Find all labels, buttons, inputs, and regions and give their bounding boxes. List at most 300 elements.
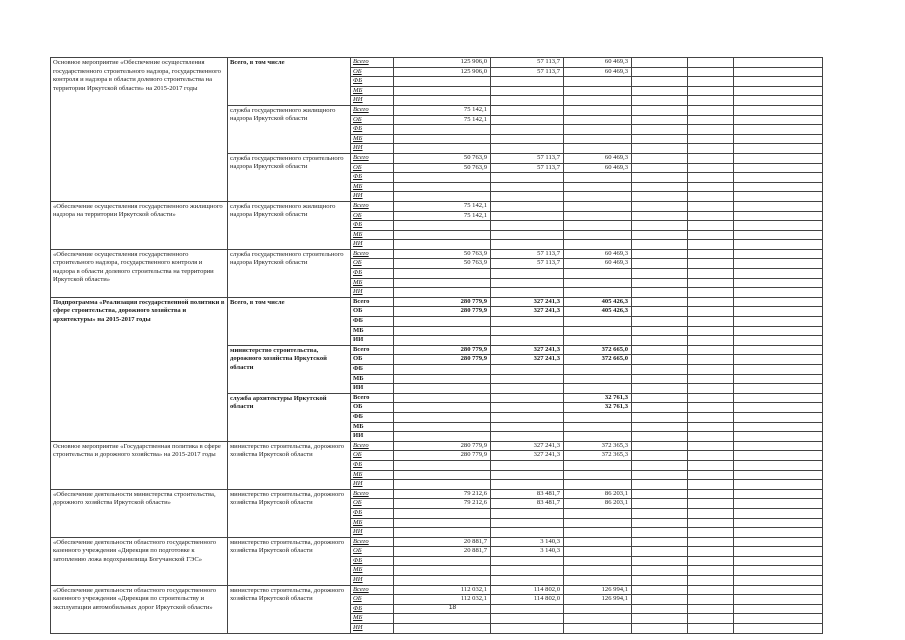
blank-cell <box>688 86 734 96</box>
amount-cell-1: 20 881,7 <box>394 547 491 557</box>
amount-cell-1 <box>394 432 491 442</box>
amount-cell-3 <box>564 105 632 115</box>
executor-cell: министерство строительства, дорожного хозяйства Иркутской области <box>228 585 351 633</box>
amount-cell-3 <box>564 201 632 211</box>
amount-cell-1: 75 142,1 <box>394 105 491 115</box>
blank-cell <box>734 412 823 422</box>
amount-cell-1 <box>394 326 491 336</box>
executor-cell: Всего, в том числе <box>228 58 351 106</box>
funding-source-cell: МБ <box>351 134 394 144</box>
amount-cell-1: 20 881,7 <box>394 537 491 547</box>
blank-cell <box>688 134 734 144</box>
blank-cell <box>734 288 823 298</box>
blank-cell <box>688 576 734 586</box>
amount-cell-3 <box>564 317 632 327</box>
blank-cell <box>734 173 823 183</box>
funding-source-cell: ИИ <box>351 288 394 298</box>
amount-cell-2: 83 481,7 <box>491 499 564 509</box>
blank-cell <box>688 249 734 259</box>
blank-cell <box>632 153 688 163</box>
executor-cell: министерство строительства, дорожного хозяйства Иркутской области <box>228 537 351 585</box>
executor-cell: министерство строительства, дорожного хозяйства Иркутской области <box>228 441 351 489</box>
blank-cell <box>632 556 688 566</box>
blank-cell <box>688 624 734 634</box>
amount-cell-2 <box>491 201 564 211</box>
amount-cell-1 <box>394 336 491 346</box>
blank-cell <box>688 153 734 163</box>
amount-cell-2 <box>491 105 564 115</box>
funding-source-cell: ОБ <box>351 403 394 413</box>
blank-cell <box>688 384 734 394</box>
amount-cell-2: 114 802,0 <box>491 585 564 595</box>
amount-cell-2: 57 113,7 <box>491 163 564 173</box>
amount-cell-2 <box>491 614 564 624</box>
blank-cell <box>688 556 734 566</box>
amount-cell-3 <box>564 326 632 336</box>
amount-cell-1 <box>394 576 491 586</box>
funding-source-cell: ФБ <box>351 77 394 87</box>
blank-cell <box>632 317 688 327</box>
blank-cell <box>688 67 734 77</box>
blank-cell <box>734 374 823 384</box>
amount-cell-3: 32 761,3 <box>564 403 632 413</box>
amount-cell-2: 327 241,3 <box>491 355 564 365</box>
amount-cell-1 <box>394 77 491 87</box>
amount-cell-2 <box>491 336 564 346</box>
amount-cell-3: 60 469,3 <box>564 153 632 163</box>
amount-cell-2: 3 140,3 <box>491 537 564 547</box>
amount-cell-2: 57 113,7 <box>491 249 564 259</box>
blank-cell <box>632 336 688 346</box>
amount-cell-3 <box>564 182 632 192</box>
table-row <box>51 297 823 307</box>
blank-cell <box>688 115 734 125</box>
funding-source-cell: ФБ <box>351 556 394 566</box>
blank-cell <box>632 278 688 288</box>
amount-cell-2 <box>491 528 564 538</box>
blank-cell <box>632 326 688 336</box>
blank-cell <box>632 547 688 557</box>
table-row <box>51 441 823 451</box>
blank-cell <box>688 269 734 279</box>
blank-cell <box>688 125 734 135</box>
blank-cell <box>632 269 688 279</box>
amount-cell-2 <box>491 77 564 87</box>
blank-cell <box>734 480 823 490</box>
funding-source-cell: МБ <box>351 374 394 384</box>
blank-cell <box>632 480 688 490</box>
amount-cell-1 <box>394 278 491 288</box>
amount-cell-2 <box>491 211 564 221</box>
amount-cell-2 <box>491 566 564 576</box>
blank-cell <box>632 173 688 183</box>
program-name-cell: Подпрограмма «Реализация государственной политики в сфере строительства, дорожного хозяйства и архитектуры» на 2015-2017 годы <box>51 297 228 441</box>
amount-cell-2: 327 241,3 <box>491 451 564 461</box>
program-name-cell: «Обеспечение деятельности областного государственного казенного учреждения «Дирекция по строительству и эксплуатации автомобильных дорог Иркутской области» <box>51 585 228 633</box>
funding-source-cell: ОБ <box>351 499 394 509</box>
blank-cell <box>734 508 823 518</box>
blank-cell <box>688 365 734 375</box>
amount-cell-2: 57 113,7 <box>491 259 564 269</box>
amount-cell-1: 79 212,6 <box>394 499 491 509</box>
funding-source-cell: ФБ <box>351 221 394 231</box>
funding-source-cell: ФБ <box>351 460 394 470</box>
amount-cell-1 <box>394 470 491 480</box>
blank-cell <box>734 614 823 624</box>
funding-source-cell: Всего <box>351 297 394 307</box>
blank-cell <box>734 317 823 327</box>
blank-cell <box>632 624 688 634</box>
blank-cell <box>632 365 688 375</box>
funding-source-cell: МБ <box>351 326 394 336</box>
blank-cell <box>688 288 734 298</box>
blank-cell <box>734 153 823 163</box>
amount-cell-3 <box>564 624 632 634</box>
funding-source-cell: ИИ <box>351 336 394 346</box>
amount-cell-1 <box>394 365 491 375</box>
program-name-cell: «Обеспечение деятельности министерства строительства, дорожного хозяйства Иркутской области» <box>51 489 228 537</box>
funding-source-cell: ИИ <box>351 144 394 154</box>
amount-cell-2 <box>491 96 564 106</box>
amount-cell-3 <box>564 576 632 586</box>
amount-cell-1: 79 212,6 <box>394 489 491 499</box>
amount-cell-3: 60 469,3 <box>564 58 632 68</box>
blank-cell <box>632 67 688 77</box>
amount-cell-1: 50 763,9 <box>394 249 491 259</box>
amount-cell-2 <box>491 240 564 250</box>
funding-source-cell: ФБ <box>351 508 394 518</box>
amount-cell-1 <box>394 240 491 250</box>
amount-cell-1 <box>394 173 491 183</box>
blank-cell <box>632 86 688 96</box>
funding-source-cell: ФБ <box>351 365 394 375</box>
blank-cell <box>688 441 734 451</box>
funding-source-cell: ОБ <box>351 595 394 605</box>
amount-cell-2 <box>491 384 564 394</box>
blank-cell <box>734 144 823 154</box>
amount-cell-3 <box>564 537 632 547</box>
blank-cell <box>734 163 823 173</box>
blank-cell <box>734 182 823 192</box>
blank-cell <box>688 259 734 269</box>
blank-cell <box>734 345 823 355</box>
blank-cell <box>734 249 823 259</box>
blank-cell <box>734 556 823 566</box>
funding-source-cell: ИИ <box>351 96 394 106</box>
blank-cell <box>632 518 688 528</box>
blank-cell <box>734 221 823 231</box>
funding-source-cell: ИИ <box>351 432 394 442</box>
blank-cell <box>734 297 823 307</box>
amount-cell-1 <box>394 230 491 240</box>
blank-cell <box>734 460 823 470</box>
amount-cell-1: 75 142,1 <box>394 211 491 221</box>
amount-cell-3: 405 426,3 <box>564 297 632 307</box>
amount-cell-2 <box>491 269 564 279</box>
blank-cell <box>688 595 734 605</box>
blank-cell <box>734 269 823 279</box>
blank-cell <box>734 230 823 240</box>
executor-cell: служба архитектуры Иркутской области <box>228 393 351 441</box>
program-name-cell: «Обеспечение деятельности областного государственного казенного учреждения «Дирекция по подготовке к затоплению ложа водохранилища Богучанской ГЭС» <box>51 537 228 585</box>
blank-cell <box>688 508 734 518</box>
blank-cell <box>734 278 823 288</box>
amount-cell-2 <box>491 624 564 634</box>
blank-cell <box>632 288 688 298</box>
blank-cell <box>734 105 823 115</box>
blank-cell <box>632 384 688 394</box>
blank-cell <box>734 77 823 87</box>
blank-cell <box>688 489 734 499</box>
amount-cell-1 <box>394 518 491 528</box>
amount-cell-1 <box>394 566 491 576</box>
amount-cell-1 <box>394 96 491 106</box>
amount-cell-2 <box>491 192 564 202</box>
amount-cell-3 <box>564 115 632 125</box>
blank-cell <box>734 211 823 221</box>
blank-cell <box>688 566 734 576</box>
blank-cell <box>688 355 734 365</box>
amount-cell-2: 327 241,3 <box>491 345 564 355</box>
amount-cell-3 <box>564 230 632 240</box>
blank-cell <box>632 134 688 144</box>
blank-cell <box>632 403 688 413</box>
amount-cell-2 <box>491 134 564 144</box>
funding-source-cell: ФБ <box>351 604 394 614</box>
blank-cell <box>688 297 734 307</box>
amount-cell-2: 57 113,7 <box>491 67 564 77</box>
blank-cell <box>688 460 734 470</box>
amount-cell-1 <box>394 182 491 192</box>
amount-cell-1: 125 906,0 <box>394 58 491 68</box>
amount-cell-1: 50 763,9 <box>394 259 491 269</box>
blank-cell <box>632 470 688 480</box>
blank-cell <box>688 518 734 528</box>
amount-cell-3 <box>564 125 632 135</box>
amount-cell-1: 75 142,1 <box>394 201 491 211</box>
blank-cell <box>734 96 823 106</box>
funding-source-cell: Всего <box>351 345 394 355</box>
blank-cell <box>632 460 688 470</box>
blank-cell <box>632 585 688 595</box>
blank-cell <box>734 384 823 394</box>
funding-source-cell: ОБ <box>351 259 394 269</box>
blank-cell <box>734 585 823 595</box>
amount-cell-2 <box>491 470 564 480</box>
amount-cell-2 <box>491 432 564 442</box>
blank-cell <box>632 192 688 202</box>
amount-cell-3 <box>564 86 632 96</box>
blank-cell <box>632 576 688 586</box>
executor-cell: служба государственного жилищного надзора Иркутской области <box>228 105 351 153</box>
blank-cell <box>734 192 823 202</box>
blank-cell <box>632 393 688 403</box>
blank-cell <box>688 163 734 173</box>
amount-cell-1 <box>394 480 491 490</box>
amount-cell-1 <box>394 422 491 432</box>
blank-cell <box>632 489 688 499</box>
blank-cell <box>632 211 688 221</box>
funding-source-cell: ИИ <box>351 384 394 394</box>
executor-cell: служба государственного строительного надзора Иркутской области <box>228 153 351 201</box>
amount-cell-2 <box>491 374 564 384</box>
blank-cell <box>734 528 823 538</box>
funding-source-cell: ОБ <box>351 307 394 317</box>
blank-cell <box>734 432 823 442</box>
blank-cell <box>632 125 688 135</box>
blank-cell <box>632 163 688 173</box>
amount-cell-1 <box>394 374 491 384</box>
funding-source-cell: МБ <box>351 182 394 192</box>
amount-cell-1: 75 142,1 <box>394 115 491 125</box>
amount-cell-1: 280 779,9 <box>394 307 491 317</box>
funding-source-cell: Всего <box>351 585 394 595</box>
blank-cell <box>632 537 688 547</box>
blank-cell <box>632 259 688 269</box>
funding-source-cell: ОБ <box>351 163 394 173</box>
blank-cell <box>734 451 823 461</box>
funding-source-cell: ФБ <box>351 412 394 422</box>
amount-cell-3 <box>564 336 632 346</box>
amount-cell-2 <box>491 365 564 375</box>
blank-cell <box>632 499 688 509</box>
blank-cell <box>688 173 734 183</box>
blank-cell <box>734 115 823 125</box>
blank-cell <box>734 566 823 576</box>
blank-cell <box>734 201 823 211</box>
amount-cell-3: 60 469,3 <box>564 249 632 259</box>
funding-source-cell: Всего <box>351 249 394 259</box>
blank-cell <box>632 221 688 231</box>
amount-cell-1: 280 779,9 <box>394 441 491 451</box>
funding-source-cell: ИИ <box>351 528 394 538</box>
blank-cell <box>632 508 688 518</box>
amount-cell-3 <box>564 96 632 106</box>
amount-cell-2 <box>491 508 564 518</box>
amount-cell-1: 112 032,1 <box>394 595 491 605</box>
amount-cell-2 <box>491 556 564 566</box>
amount-cell-3 <box>564 556 632 566</box>
amount-cell-2 <box>491 422 564 432</box>
funding-source-cell: ИИ <box>351 240 394 250</box>
amount-cell-2 <box>491 403 564 413</box>
amount-cell-3 <box>564 240 632 250</box>
amount-cell-3 <box>564 614 632 624</box>
funding-source-cell: Всего <box>351 201 394 211</box>
amount-cell-1 <box>394 508 491 518</box>
blank-cell <box>632 307 688 317</box>
blank-cell <box>632 96 688 106</box>
amount-cell-3 <box>564 134 632 144</box>
blank-cell <box>632 441 688 451</box>
blank-cell <box>632 451 688 461</box>
blank-cell <box>734 240 823 250</box>
blank-cell <box>688 58 734 68</box>
blank-cell <box>632 105 688 115</box>
blank-cell <box>632 345 688 355</box>
blank-cell <box>688 201 734 211</box>
blank-cell <box>688 585 734 595</box>
amount-cell-2 <box>491 393 564 403</box>
blank-cell <box>688 547 734 557</box>
table-row <box>51 58 823 68</box>
amount-cell-2 <box>491 182 564 192</box>
amount-cell-2 <box>491 317 564 327</box>
blank-cell <box>688 537 734 547</box>
amount-cell-3 <box>564 518 632 528</box>
amount-cell-3 <box>564 422 632 432</box>
table-row <box>51 585 823 595</box>
blank-cell <box>688 211 734 221</box>
amount-cell-1 <box>394 125 491 135</box>
blank-cell <box>734 365 823 375</box>
blank-cell <box>734 393 823 403</box>
budget-table <box>50 57 823 634</box>
funding-source-cell: ОБ <box>351 211 394 221</box>
blank-cell <box>632 249 688 259</box>
blank-cell <box>632 58 688 68</box>
blank-cell <box>734 499 823 509</box>
amount-cell-2: 83 481,7 <box>491 489 564 499</box>
funding-source-cell: Всего <box>351 441 394 451</box>
funding-source-cell: ИИ <box>351 480 394 490</box>
blank-cell <box>734 422 823 432</box>
amount-cell-2: 57 113,7 <box>491 58 564 68</box>
amount-cell-2: 114 802,0 <box>491 595 564 605</box>
amount-cell-1 <box>394 144 491 154</box>
amount-cell-2 <box>491 125 564 135</box>
blank-cell <box>632 182 688 192</box>
amount-cell-3 <box>564 432 632 442</box>
blank-cell <box>632 297 688 307</box>
amount-cell-3 <box>564 192 632 202</box>
table-row <box>51 201 823 211</box>
blank-cell <box>632 422 688 432</box>
program-name-cell: Основное мероприятие «Государственная политика в сфере строительства и дорожного хозяйства» на 2015-2017 годы <box>51 441 228 489</box>
amount-cell-2: 327 241,3 <box>491 297 564 307</box>
blank-cell <box>688 345 734 355</box>
amount-cell-1 <box>394 528 491 538</box>
blank-cell <box>734 326 823 336</box>
amount-cell-2 <box>491 518 564 528</box>
amount-cell-1 <box>394 317 491 327</box>
blank-cell <box>632 201 688 211</box>
amount-cell-2 <box>491 278 564 288</box>
amount-cell-2 <box>491 144 564 154</box>
amount-cell-1 <box>394 556 491 566</box>
funding-source-cell: ФБ <box>351 125 394 135</box>
amount-cell-3: 60 469,3 <box>564 163 632 173</box>
funding-source-cell: ОБ <box>351 67 394 77</box>
amount-cell-1 <box>394 269 491 279</box>
blank-cell <box>688 105 734 115</box>
table-row <box>51 249 823 259</box>
amount-cell-2 <box>491 221 564 231</box>
blank-cell <box>632 355 688 365</box>
blank-cell <box>688 221 734 231</box>
blank-cell <box>688 451 734 461</box>
amount-cell-2 <box>491 173 564 183</box>
funding-source-cell: ФБ <box>351 317 394 327</box>
amount-cell-1: 50 763,9 <box>394 153 491 163</box>
funding-source-cell: ИИ <box>351 576 394 586</box>
blank-cell <box>688 432 734 442</box>
blank-cell <box>688 230 734 240</box>
amount-cell-2 <box>491 460 564 470</box>
blank-cell <box>688 192 734 202</box>
amount-cell-1: 280 779,9 <box>394 297 491 307</box>
blank-cell <box>688 499 734 509</box>
